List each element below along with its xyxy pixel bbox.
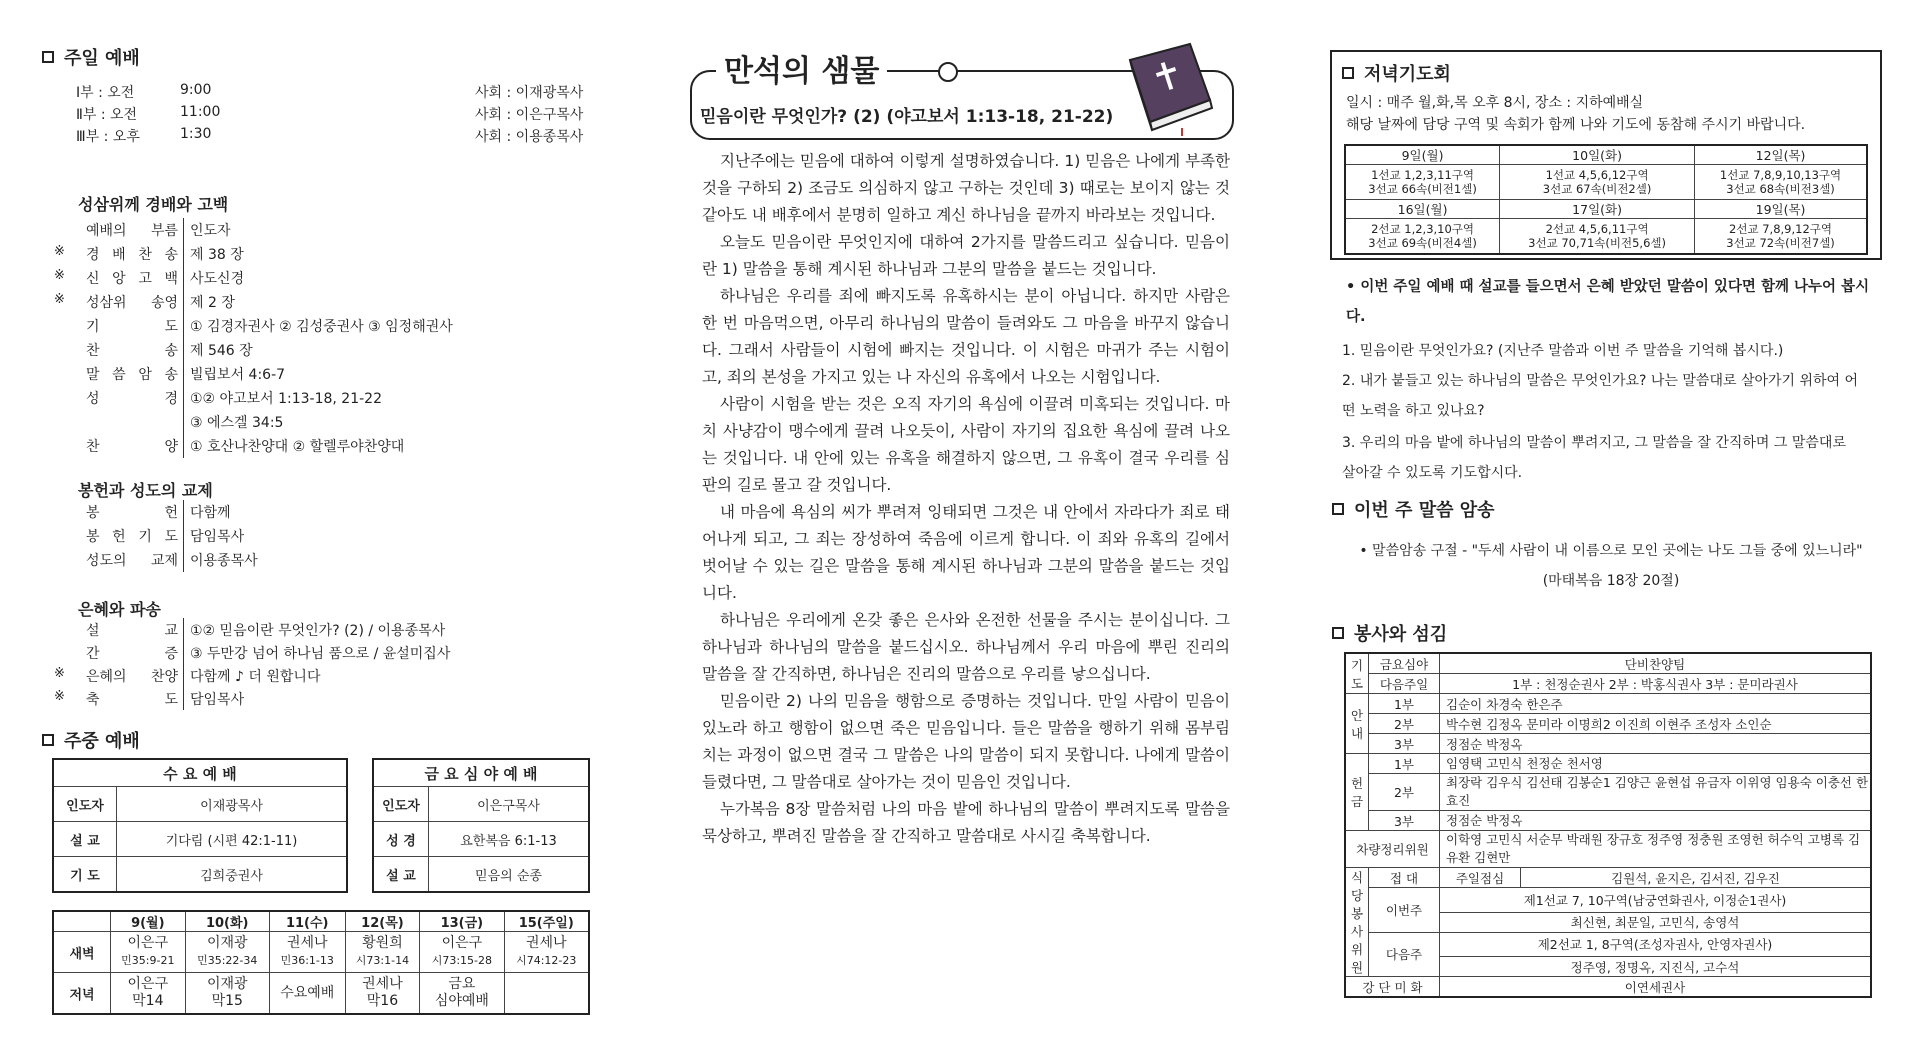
list-value: 사도신경 bbox=[190, 271, 245, 287]
sermon-body bbox=[702, 148, 1230, 850]
weekly-cell-sub: 막14 bbox=[132, 993, 164, 1009]
service-part: Ⅰ부 : 오전 bbox=[76, 85, 135, 101]
service-value: 최장락 김우식 김선태 김봉순1 김양근 윤현섭 유금자 이위영 임용숙 이충선 한효진 bbox=[1440, 774, 1872, 811]
service-group-label: 기도 bbox=[1345, 653, 1369, 694]
weekly-cell bbox=[111, 932, 186, 973]
service-value: 정주영, 정명옥, 지진식, 고수석 bbox=[1440, 957, 1872, 977]
weekly-header: 12(목) bbox=[345, 911, 420, 932]
sermon-paragraph: 믿음이란 2) 나의 믿음을 행함으로 증명하는 것입니다. 만일 사람이 믿음이 있노라 하고 행함이 없으면 죽은 믿음입니다. 들은 말씀을 행하기 위해 몸부림치는 과정이 없으면 결국 그 말씀은 나의 말씀이 되지 못합니다. 나에게 말씀이 들렸다면, 그 말씀대로 살아가는 것이 믿음인 것입니다. bbox=[702, 692, 1230, 791]
weekly-schedule-table bbox=[52, 910, 590, 1015]
prayer-note: 해당 날짜에 담당 구역 및 속회가 함께 나와 기도에 동참해 주시기 바랍니다. bbox=[1346, 117, 1806, 133]
list-mark: ※ bbox=[54, 292, 65, 307]
weekly-cell bbox=[269, 932, 345, 973]
prayer-group-a: 2선교 1,2,3,10구역 bbox=[1371, 222, 1475, 236]
checkbox-icon bbox=[1342, 67, 1354, 79]
weekly-cell-name: 이은구 bbox=[441, 935, 483, 951]
banner-circle-icon bbox=[938, 62, 958, 82]
worship-section-title: 성삼위께 경배와 고백 bbox=[78, 195, 229, 214]
list-divider bbox=[183, 500, 184, 572]
list-label: 말 씀 암 송 bbox=[86, 367, 178, 383]
list-label: 기 도 bbox=[86, 319, 178, 335]
list-label: 설 교 bbox=[86, 623, 178, 639]
list-label: 성삼위 송영 bbox=[86, 295, 178, 311]
weekly-cell bbox=[420, 932, 504, 973]
weekly-cell bbox=[185, 932, 269, 973]
sermon-subtitle: 믿음이란 무엇인가? (2) (야고보서 1:13-18, 21-22) bbox=[700, 107, 1114, 127]
list-label: 예배의 부름 bbox=[86, 223, 178, 239]
service-value: 제1선교 7, 10구역(남궁연화권사, 이정순1권사) bbox=[1440, 888, 1872, 913]
list-value: ③ 에스겔 34:5 bbox=[190, 415, 284, 431]
sermon-prompt: • 이번 주일 예배 때 설교를 들으면서 은혜 받았던 말씀이 있다면 함께 나누어 봅시다. bbox=[1346, 279, 1870, 325]
list-value: 제 38 장 bbox=[190, 247, 244, 263]
service-value: 제2선교 1, 8구역(조성자권사, 안영자권사) bbox=[1440, 932, 1872, 957]
service-value: 이연세권사 bbox=[1440, 977, 1872, 998]
banner-title: 만석의 샘물 bbox=[716, 46, 887, 90]
service-group-label: 강 단 미 화 bbox=[1345, 977, 1440, 998]
list-value: ①② 야고보서 1:13-18, 21-22 bbox=[190, 391, 382, 407]
weekly-cell-name: 이재광 bbox=[206, 935, 248, 951]
prayer-group-b: 3선교 72속(비전7셀) bbox=[1726, 236, 1835, 250]
reflection-question: 2. 내가 붙들고 있는 하나님의 말씀은 무엇인가요? 나는 말씀대로 살아가기 위하여 어떤 노력을 하고 있나요? bbox=[1342, 373, 1859, 419]
prayer-group-b: 3선교 69속(비전4셀) bbox=[1368, 236, 1477, 250]
list-label: 봉 헌 기 도 bbox=[86, 529, 178, 545]
service-group-label: 차량정리위원 bbox=[1345, 831, 1440, 868]
service-value: 1부 : 천정순권사 2부 : 박홍식권사 3부 : 문미라권사 bbox=[1440, 674, 1872, 694]
checkbox-icon bbox=[1332, 627, 1344, 639]
weekly-cell-sub: 시73:15-28 bbox=[431, 954, 493, 967]
list-value: 제 2 장 bbox=[190, 295, 235, 311]
weekly-cell-name: 이은구 bbox=[127, 976, 169, 992]
prayer-group-a: 1선교 7,8,9,10,13구역 bbox=[1719, 168, 1842, 182]
list-value: 이용종목사 bbox=[190, 553, 258, 569]
service-time: 11:00 bbox=[180, 104, 221, 120]
service-sub-label: 1부 bbox=[1369, 694, 1440, 714]
service-value: 김순이 차경숙 한은주 bbox=[1440, 694, 1872, 714]
prayer-day: 17일(화) bbox=[1500, 200, 1695, 219]
weekly-cell-name: 권세나 bbox=[525, 935, 567, 951]
friday-service-table: 금 요 심 야 예 배 인도자 이은구목사 성 경 요한복음 6:1-13 설 교 믿음의 순종 bbox=[372, 758, 590, 893]
list-value: ① 호산나찬양대 ② 할렐루야찬양대 bbox=[190, 439, 405, 455]
service-sub-label: 금요심야 bbox=[1369, 653, 1440, 674]
reflection-question: 3. 우리의 마음 밭에 하나님의 말씀이 뿌려지고, 그 말씀을 잘 간직하며 그 말씀대로 살아갈 수 있도록 기도합시다. bbox=[1342, 435, 1846, 481]
service-sub-label: 다음주일 bbox=[1369, 674, 1440, 694]
prayer-groups bbox=[1695, 165, 1867, 200]
weekday-service-title: 주중 예배 bbox=[42, 727, 140, 753]
list-value: ③ 두만강 넘어 하나님 품으로 / 윤설미집사 bbox=[190, 646, 451, 662]
service-value: 이학영 고민식 서순무 박래원 장규호 정주영 정충원 조영헌 허수익 고병록 김유환 김현만 bbox=[1440, 831, 1872, 868]
weekly-cell-sub: 민35:22-34 bbox=[197, 954, 258, 967]
weekly-cell-sub: 민35:9-21 bbox=[121, 954, 175, 967]
right-column bbox=[1320, 0, 1920, 1061]
list-label: 봉 헌 bbox=[86, 505, 178, 521]
list-label: 경 배 찬 송 bbox=[86, 247, 178, 263]
weekly-cell bbox=[504, 973, 589, 1015]
weekly-cell bbox=[345, 973, 420, 1015]
service-sub-label: 3부 bbox=[1369, 811, 1440, 831]
service-part: Ⅲ부 : 오후 bbox=[76, 129, 140, 145]
prayer-group-a: 2선교 7,8,9,12구역 bbox=[1729, 222, 1833, 236]
checkbox-icon bbox=[42, 51, 54, 63]
prayer-group-a: 1선교 4,5,6,12구역 bbox=[1545, 168, 1649, 182]
list-divider bbox=[183, 618, 184, 710]
list-mark: ※ bbox=[54, 689, 65, 704]
weekly-cell-name: 이재광 bbox=[206, 976, 248, 992]
service-title: 봉사와 섬김 bbox=[1332, 620, 1447, 646]
prayer-group-b: 3선교 70,71속(비전5,6셀) bbox=[1528, 236, 1666, 250]
service-value: 정점순 박정옥 bbox=[1440, 811, 1872, 831]
prayer-info: 일시 : 매주 월,화,목 오후 8시, 장소 : 지하예배실 bbox=[1346, 95, 1644, 111]
weekly-cell bbox=[185, 973, 269, 1015]
service-sub-label: 접 대 bbox=[1369, 868, 1440, 888]
list-label: 찬 송 bbox=[86, 343, 178, 359]
prayer-group-b: 3선교 67속(비전2셀) bbox=[1542, 182, 1652, 196]
list-value: ①② 믿음이란 무엇인가? (2) / 이용종목사 bbox=[190, 623, 446, 639]
service-value: 정점순 박정옥 bbox=[1440, 734, 1872, 754]
service-value: 박수현 김정옥 문미라 이명희2 이진희 이현주 조성자 소인순 bbox=[1440, 714, 1872, 734]
weekly-cell bbox=[504, 932, 589, 973]
bible-icon bbox=[1120, 40, 1220, 136]
checkbox-icon bbox=[42, 734, 54, 746]
weekly-row-label: 저녁 bbox=[53, 973, 111, 1015]
sermon-paragraph: 지난주에는 믿음에 대하여 이렇게 설명하였습니다. 1) 믿음은 나에게 부족한 것을 구하되 2) 조금도 의심하지 않고 구하는 것인데 3) 때로는 보이지 않는 것 같아도 내 배후에서 분명히 일하고 계신 하나님을 끝까지 바라보는 것입니다. bbox=[702, 152, 1230, 224]
sermon-paragraph: 하나님은 우리를 죄에 빠지도록 유혹하시는 분이 아닙니다. 하지만 사람은 한 번 마음먹으면, 아무리 하나님의 말씀이 들려와도 그 마음을 바꾸지 않습니다. 그래서 사람들이 시험에 빠지는 것입니다. 이 시험은 마귀가 주는 시험이고, 죄의 본성을 가지고 있는 나 자신의 유혹에서 나오는 시험입니다. bbox=[702, 287, 1230, 386]
prayer-day: 19일(목) bbox=[1695, 200, 1867, 219]
service-sub-label: 2부 bbox=[1369, 774, 1440, 811]
weekly-header: 11(수) bbox=[269, 911, 345, 932]
service-host: 사회 : 이재광목사 bbox=[475, 85, 584, 101]
checkbox-icon bbox=[1332, 503, 1344, 515]
service-sub-label: 3부 bbox=[1369, 734, 1440, 754]
prayer-schedule-table bbox=[1344, 144, 1868, 255]
weekly-cell-name: 황원희 bbox=[362, 935, 403, 951]
prayer-groups bbox=[1500, 219, 1695, 255]
list-value: 빌립보서 4:6-7 bbox=[190, 367, 286, 383]
weekly-header: 15(주일) bbox=[504, 911, 589, 932]
prayer-day: 10일(화) bbox=[1500, 145, 1695, 165]
weekly-cell-name: 권세나 bbox=[362, 976, 403, 992]
list-label: 신 앙 고 백 bbox=[86, 271, 178, 287]
offering-section-title: 봉헌과 성도의 교제 bbox=[78, 481, 213, 500]
service-group-label: 식당봉사위원 bbox=[1345, 868, 1369, 977]
prayer-day: 9일(월) bbox=[1345, 145, 1500, 165]
weekly-cell bbox=[111, 973, 186, 1015]
weekly-cell bbox=[345, 932, 420, 973]
weekly-header: 10(화) bbox=[185, 911, 269, 932]
list-value: 담임목사 bbox=[190, 529, 245, 545]
list-value: 제 546 장 bbox=[190, 343, 253, 359]
weekly-row-label: 새벽 bbox=[53, 932, 111, 973]
list-label: 간 증 bbox=[86, 646, 178, 662]
list-value: 다함께 bbox=[190, 505, 231, 521]
service-part: Ⅱ부 : 오전 bbox=[76, 107, 138, 123]
left-column bbox=[0, 0, 640, 1061]
memory-verse-title: 이번 주 말씀 암송 bbox=[1332, 496, 1495, 522]
service-host: 사회 : 이용종목사 bbox=[475, 129, 584, 145]
grace-section-title: 은혜와 파송 bbox=[78, 600, 161, 619]
list-value: ① 김경자권사 ② 김성중권사 ③ 임정해권사 bbox=[190, 319, 453, 335]
service-time: 9:00 bbox=[180, 82, 212, 98]
service-table bbox=[1344, 652, 1872, 998]
list-mark: ※ bbox=[54, 666, 65, 681]
prayer-group-a: 2선교 4,5,6,11구역 bbox=[1545, 222, 1649, 236]
sunday-service-title: 주일 예배 bbox=[42, 44, 140, 70]
prayer-groups bbox=[1500, 165, 1695, 200]
service-sub-label: 1부 bbox=[1369, 754, 1440, 774]
sermon-paragraph: 누가복음 8장 말씀처럼 나의 마음 밭에 하나님의 말씀이 뿌려지도록 말씀을 묵상하고, 뿌려진 말씀을 잘 간직하고 말씀대로 사시길 축복합니다. bbox=[702, 800, 1230, 845]
wednesday-service-table: 수 요 예 배 인도자 이재광목사 설 교 기다림 (시편 42:1-11) 기 도 김희중권사 bbox=[52, 758, 348, 893]
service-value: 단비찬양팀 bbox=[1440, 653, 1872, 674]
service-sub-label: 이번주 bbox=[1369, 888, 1440, 933]
list-label: 성 경 bbox=[86, 391, 178, 407]
sermon-paragraph: 내 마음에 욕심의 씨가 뿌려져 잉태되면 그것은 내 안에서 자라다가 죄로 태어나게 되고, 그 죄는 장성하여 죽음에 이르게 합니다. 이 죄와 유혹의 길에서 벗어날 수 있는 길은 말씀을 통해 계시된 하나님과 그분의 말씀을 붙드는 것입니다. bbox=[702, 503, 1230, 602]
service-value: 임영택 고민식 천정순 천서영 bbox=[1440, 754, 1872, 774]
weekly-cell bbox=[269, 973, 345, 1015]
weekly-header: 9(월) bbox=[111, 911, 186, 932]
reflection-question: 1. 믿음이란 무엇인가요? (지난주 말씀과 이번 주 말씀을 기억해 봅시다.) bbox=[1342, 343, 1784, 359]
prayer-groups bbox=[1345, 165, 1500, 200]
sermon-paragraph: 오늘도 믿음이란 무엇인지에 대하여 2가지를 말씀드리고 싶습니다. 믿음이란 1) 말씀을 통해 계시된 하나님과 그분의 말씀을 붙드는 것입니다. bbox=[702, 233, 1230, 278]
prayer-group-a: 1선교 1,2,3,11구역 bbox=[1371, 168, 1475, 182]
list-label: 은혜의 찬양 bbox=[86, 669, 178, 685]
memory-verse-text: • 말씀암송 구절 - "두세 사람이 내 이름으로 모인 곳에는 나도 그들 중에 있느니라" (마태복음 18장 20절) bbox=[1359, 543, 1863, 589]
prayer-meeting-title: 저녁기도회 bbox=[1342, 60, 1451, 86]
weekly-cell-sub: 시73:1-14 bbox=[355, 954, 410, 967]
list-label: 성도의 교제 bbox=[86, 553, 178, 569]
weekly-header bbox=[53, 911, 111, 932]
prayer-groups bbox=[1695, 219, 1867, 255]
middle-column bbox=[690, 0, 1250, 1061]
service-value: 최신현, 최문일, 고민식, 송영석 bbox=[1440, 912, 1872, 932]
service-value: 김원석, 윤지은, 김서진, 김우진 bbox=[1521, 868, 1872, 888]
service-host: 사회 : 이은구목사 bbox=[475, 107, 584, 123]
service-group-label: 안내 bbox=[1345, 694, 1369, 754]
list-label: 축 도 bbox=[86, 692, 178, 708]
prayer-day: 16일(월) bbox=[1345, 200, 1500, 219]
weekly-cell-name: 수요예배 bbox=[280, 984, 335, 1001]
list-value: 담임목사 bbox=[190, 692, 245, 708]
list-mark: ※ bbox=[54, 268, 65, 283]
weekly-header: 13(금) bbox=[420, 911, 504, 932]
prayer-group-b: 3선교 66속(비전1셀) bbox=[1368, 182, 1477, 196]
weekly-cell-name: 금요 bbox=[448, 976, 476, 992]
service-value: 주일점심 bbox=[1440, 868, 1521, 888]
weekly-cell-name: 이은구 bbox=[127, 935, 169, 951]
service-time: 1:30 bbox=[180, 126, 212, 142]
list-value: 인도자 bbox=[190, 223, 231, 239]
list-value: 다함께 ♪ 더 원합니다 bbox=[190, 669, 321, 685]
sermon-paragraph: 하나님은 우리에게 온갖 좋은 은사와 온전한 선물을 주시는 분이십니다. 그 하나님과 하나님의 말씀을 붙드십시오. 하나님께서 우리 마음에 뿌린 진리의 말씀을 잘 간직하면, 하나님은 진리의 말씀으로 우리를 낳으십니다. bbox=[702, 611, 1230, 683]
list-label: 찬 양 bbox=[86, 439, 178, 455]
weekly-cell-sub: 시74:12-23 bbox=[516, 954, 577, 967]
sermon-paragraph: 사람이 시험을 받는 것은 오직 자기의 욕심에 이끌려 미혹되는 것입니다. 마치 사냥감이 맹수에게 끌려 나오듯이, 사람이 자기의 집요한 욕심에 끌려 나오는 것입니다. 내 안에 있는 유혹을 해결하지 않으면, 그 유혹이 결국 우리를 심판의 길로 몰고 갈 것입니다. bbox=[702, 395, 1230, 494]
weekly-cell-sub: 민36:1-13 bbox=[280, 954, 334, 967]
list-divider bbox=[183, 218, 184, 458]
prayer-group-b: 3선교 68속(비전3셀) bbox=[1726, 182, 1835, 196]
prayer-groups bbox=[1345, 219, 1500, 255]
weekly-cell-sub: 막16 bbox=[366, 993, 399, 1009]
service-sub-label: 다음주 bbox=[1369, 932, 1440, 977]
weekly-cell-sub: 막15 bbox=[211, 993, 243, 1009]
list-mark: ※ bbox=[54, 244, 65, 259]
weekly-cell-name: 권세나 bbox=[286, 935, 328, 951]
service-group-label: 헌금 bbox=[1345, 754, 1369, 831]
prayer-day: 12일(목) bbox=[1695, 145, 1867, 165]
weekly-cell bbox=[420, 973, 504, 1015]
service-sub-label: 2부 bbox=[1369, 714, 1440, 734]
weekly-cell-sub: 심야예배 bbox=[434, 993, 489, 1009]
